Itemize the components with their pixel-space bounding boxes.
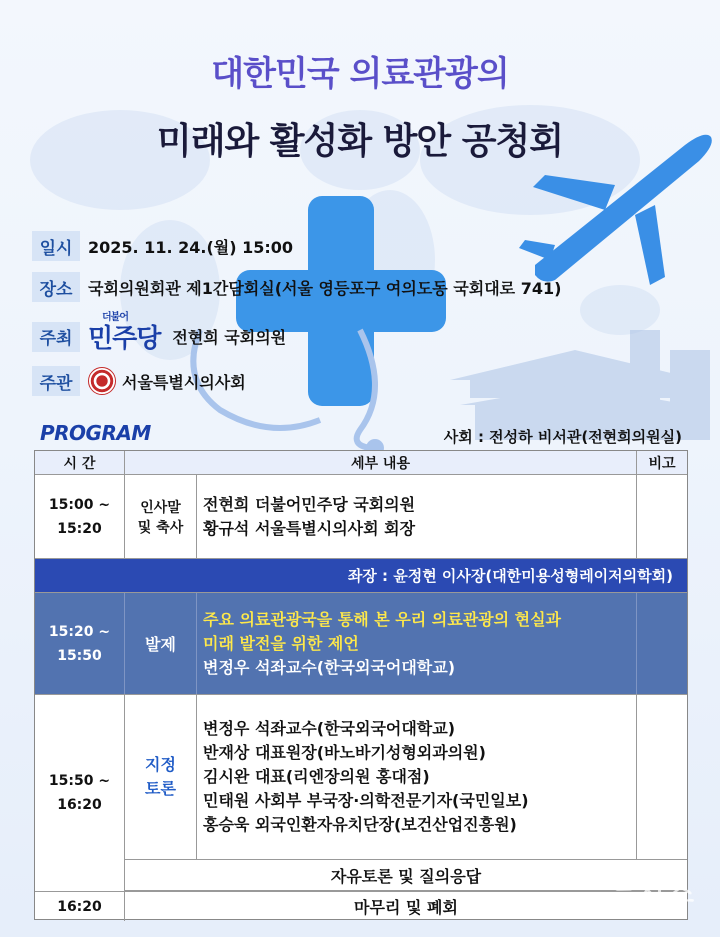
info-place <box>32 272 561 302</box>
table-row-free-discussion <box>125 859 687 891</box>
presentation-note <box>637 593 687 694</box>
closing-time: 16:20 <box>35 892 125 921</box>
greeting-time-end: 15:20 <box>57 520 102 537</box>
date-text: 2025. 11. 24.(월) 15:00 <box>88 237 294 257</box>
header-detail: 세부 내용 <box>125 451 637 474</box>
presentation-time-end: 15:50 <box>57 647 102 664</box>
host-text: 전현희 국회의원 <box>172 328 287 347</box>
greeting-time <box>35 475 125 558</box>
table-row-greeting <box>35 475 687 559</box>
presentation-time-start: 15:20 ~ <box>48 623 111 640</box>
place-text: 국회의원회관 제1간담회실(서울 영등포구 여의도동 국회대로 741) <box>88 278 562 298</box>
host-tag: 주최 <box>32 322 80 352</box>
presentation-time <box>35 593 125 694</box>
discussion-detail <box>197 695 637 859</box>
table-header <box>35 451 687 475</box>
discussion-note <box>637 695 687 859</box>
greeting-type-line1: 인사말 <box>140 499 181 516</box>
discussion-type-line2: 토론 <box>145 779 176 798</box>
info-host <box>32 312 287 355</box>
panelist-4: 민태원 사회부 부국장·의학전문기자(국민일보) <box>203 791 529 810</box>
presentation-detail <box>197 593 637 694</box>
greeting-detail2: 황규석 서울특별시의사회 회장 <box>203 518 416 538</box>
greeting-type-line2: 및 축사 <box>137 519 184 536</box>
table-row-closing <box>35 891 687 921</box>
organizer-text: 서울특별시의사회 <box>122 372 246 392</box>
info-date <box>32 231 293 261</box>
program-table <box>34 450 688 920</box>
discussion-time-end: 16:20 <box>57 797 102 813</box>
presentation-topic1: 주요 의료관광국을 통해 본 우리 의료관광의 현실과 <box>203 609 561 629</box>
panelist-2: 반재상 대표원장(바노바기성형외과의원) <box>203 743 486 762</box>
date-tag: 일시 <box>32 231 80 261</box>
header-time: 시 간 <box>35 451 125 474</box>
party-logo <box>88 312 161 355</box>
panelist-1: 변정우 석좌교수(한국외국어대학교) <box>203 719 456 738</box>
presentation-topic2: 미래 발전을 위한 제언 <box>203 633 359 653</box>
greeting-time-start: 15:00 ~ <box>48 496 111 513</box>
header-note: 비고 <box>648 455 676 472</box>
table-row-chair: 좌장 : 윤정현 이사장(대한미용성형레이저의학회) <box>35 559 687 593</box>
presentation-presenter: 변정우 석좌교수(한국외국어대학교) <box>203 657 456 677</box>
closing-detail: 마무리 및 폐회 <box>354 898 458 917</box>
organizer-tag: 주관 <box>32 366 80 396</box>
party-logo-small: 더불어 <box>102 312 128 323</box>
table-row-presentation <box>35 593 687 695</box>
panelist-5: 홍승욱 외국인환자유치단장(보건산업진흥원) <box>203 815 517 834</box>
program-label: PROGRAM <box>40 421 151 445</box>
discussion-time <box>35 695 125 891</box>
place-tag: 장소 <box>32 272 80 302</box>
discussion-type-line1: 지정 <box>145 755 176 774</box>
greeting-detail <box>197 475 637 558</box>
title-line2: 미래와 활성화 방안 공청회 <box>156 121 564 162</box>
moderator-text: 사회 : 전성하 비서관(전현희의원실) <box>443 428 682 446</box>
panelist-3: 김시완 대표(리엔장의원 홍대점) <box>203 767 430 786</box>
presentation-type: 발제 <box>125 593 197 694</box>
title-block <box>0 46 720 164</box>
newsis-watermark: 뉴시스 <box>608 877 696 910</box>
greeting-type <box>125 475 197 558</box>
party-logo-main: 민주당 <box>88 324 161 354</box>
greeting-note <box>637 475 687 558</box>
title-line1: 대한민국 의료관광의 <box>211 54 509 94</box>
discussion-time-start: 15:50 ~ <box>48 773 111 789</box>
free-discussion-text: 자유토론 및 질의응답 <box>330 866 482 886</box>
table-row-discussion <box>35 695 687 859</box>
discussion-type <box>125 695 197 859</box>
greeting-detail1: 전현희 더불어민주당 국회의원 <box>203 494 416 514</box>
medical-association-seal-icon <box>88 367 116 395</box>
info-organizer <box>32 366 246 396</box>
